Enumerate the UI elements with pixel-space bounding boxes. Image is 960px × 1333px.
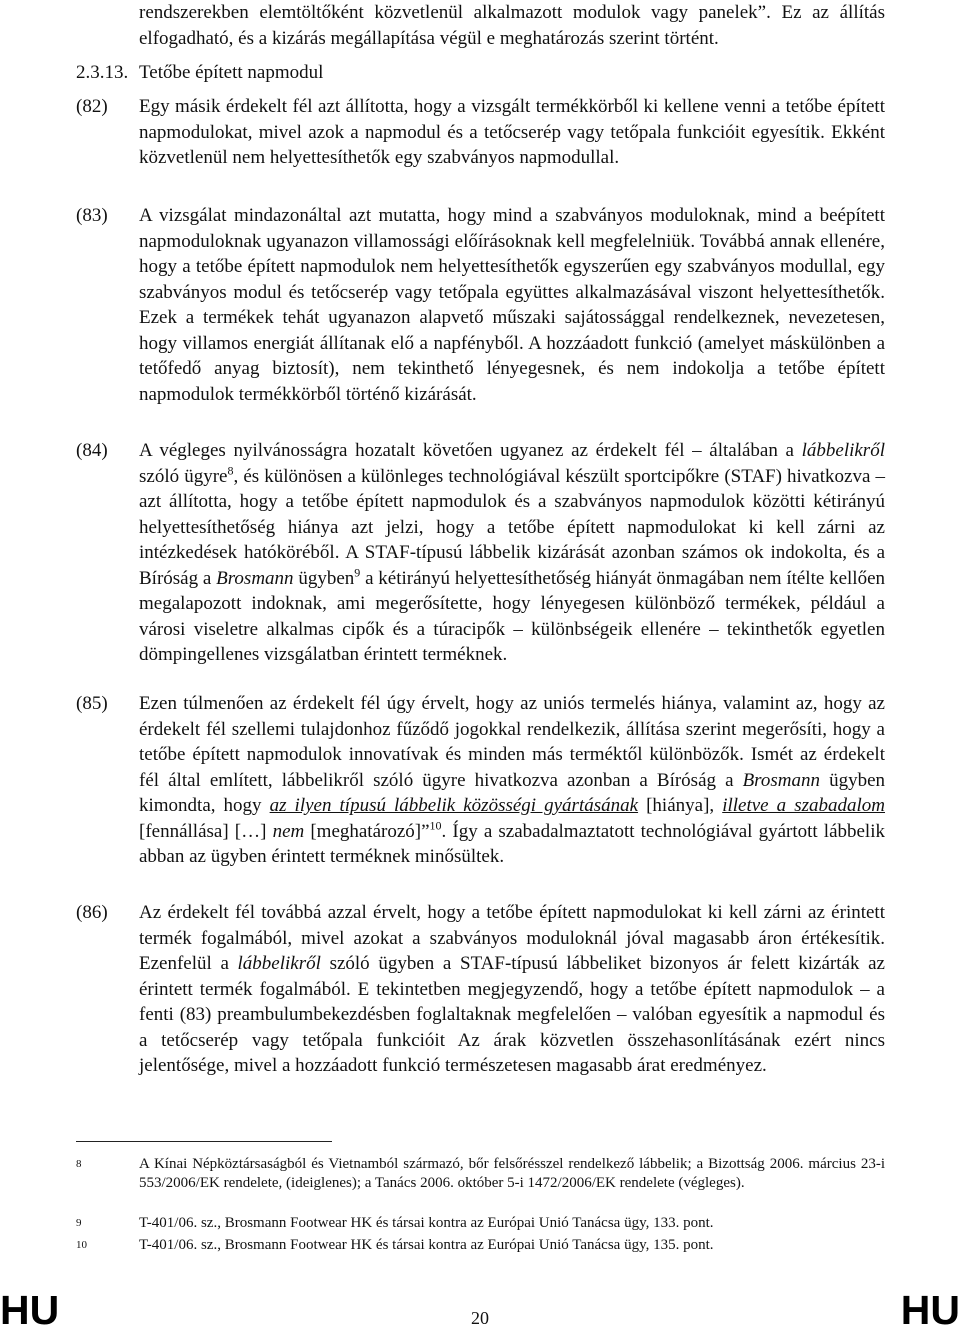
language-code-right: HU [900, 1287, 960, 1333]
paragraph-82 [76, 94, 885, 171]
text-run: szóló ügyre [139, 465, 228, 487]
footnote-ref-8[interactable]: 8 [227, 463, 234, 478]
paragraph-83 [76, 203, 885, 407]
italic-term: lábbelikről [801, 440, 885, 461]
text-run: A végleges nyilvánosságra hozatalt követően ugyanez az érdekelt fél ‒ általában a [139, 440, 802, 461]
text-run: . Így a szabadalmaztatott technológiával gyártott lábbelik abban az ügyben érintett terméknek minősültek. [139, 820, 885, 867]
italic-term: nem [272, 820, 305, 842]
text-run: [hiánya], [638, 795, 723, 816]
text-run: szóló ügyben a STAF-típusú lábbeliket bizonyos ár felett kizárták az érintett termék fogalmából. E tekintetben megjegyzendő, hogy a tetőbe épített napmodulok ‒ a fenti (83) preambulumbekezdésben foglaltaknak megfelelően ‒ valóban egyesítik a napmodul és a tetőcserép vagy tetőpala funkcióit Az árak közvetlen összehasonlításának ezért nincs jelentősége, mivel a hozzáadott funkció természetesen magasabb árat eredményez. [139, 953, 885, 1076]
text-run: a kétirányú helyettesíthetőség hiányát önmagában nem ítélte kellően megalapozott indoknak, ami megerősítette, hogy lényegesen különböző termékek, például a városi viseletre alkalmas cipők és a túracipők ‒ különbségeik ellenére ‒ tekinthetők egyetlen dömpingellenes vizsgálatban érintett terméknek. [139, 567, 886, 665]
footnote-text: A Kínai Népköztársaságból és Vietnamból származó, bőr felsőrésszel rendelkező lábbelik; a Bizottság 2006. március 23-i 553/2006/EK rendelete, (ideiglenes); a Tanács 2006. október 5-i 1472/2006/EK rendelete (végleges). [139, 1156, 885, 1191]
intro-line-2: állítás elfogadható, és a kizárás megállapítása végül e meghatározás szerint történt. [139, 2, 886, 49]
paragraph-number: (84) [76, 440, 108, 461]
footnote-ref-9[interactable]: 9 [354, 565, 361, 580]
paragraph-number: (82) [76, 96, 108, 117]
paragraph-85 [76, 691, 885, 870]
footnote-9 [76, 1214, 885, 1233]
italic-term: Brosmann [216, 567, 294, 589]
page-number: 20 [471, 1308, 489, 1328]
text-run: ügyben kimondta, hogy [139, 769, 885, 816]
footnote-number: 8 [76, 1158, 82, 1170]
footnote-number: 9 [76, 1217, 82, 1229]
paragraph-text: A vizsgálat mindazonáltal azt mutatta, hogy mind a szabványos moduloknak, mind a beépített napmoduloknak ugyanazon villamossági előírásoknak kell megfelelniük. Továbbá annak ellenére, hogy a tetőbe épített napmodulok nem helyettesíthetők egyszerűen egy szabványos modullal, egy szabványos modul és tetőcserép vagy tetőpala együttes alkalmazásával viszont helyettesíthetők. Ezek a termékek tehát ugyanazon alapvető műszaki sajátossággal rendelkeznek, nevezetesen, hogy villamos energiát állítanak elő a napfényből. A hozzáadott funkció (amelyet máskülönben a tetőfedő anyag biztosít), nem tekinthető lényegesnek, és nem indokolja a tetőbe épített napmodulok termékkörből történő kizárását. [139, 205, 885, 405]
footnote-text: T-401/06. sz., Brosmann Footwear HK és társai kontra az Európai Unió Tanácsa ügy, 133. pont. [139, 1215, 714, 1231]
paragraph-number: (83) [76, 205, 108, 226]
text-run: [meghatározó]” [304, 820, 430, 842]
intro-paragraph [139, 0, 885, 51]
footnote-10 [76, 1236, 885, 1255]
paragraph-text [139, 691, 885, 870]
text-run: Ezen túlmenően az érdekelt fél úgy érvelt, hogy az uniós termelés hiánya, valamint az, hogy az érdekelt fél szellemi tulajdonhoz fűződő jogokkal rendelkezik, állítása szerint megerősíti, hogy a tetőbe épített napmodulok innovatívak és minden más terméktől különbözők. Ismét az érdekelt fél által említett, lábbelikről szóló ügyre hivatkozva azonban a Bíróság a [139, 693, 885, 791]
intro-line-1: rendszerekben elemtöltőként közvetlenül alkalmazott modulok vagy panelek”. Ez az [139, 2, 829, 23]
text-run: ügyben [293, 567, 355, 589]
paragraph-86 [76, 900, 885, 1079]
paragraph-84 [76, 438, 885, 668]
italic-term: Brosmann [742, 769, 820, 791]
paragraph-number: (86) [76, 902, 108, 923]
paragraph-text: Egy másik érdekelt fél azt állította, hogy a vizsgált termékkörből ki kellene venni a tetőbe épített napmodulokat, mivel azok a napmodul és a tetőcserép vagy tetőpala funkcióit egyesítik. Ekként közvetlenül nem helyettesíthetők egy szabványos napmodullal. [139, 96, 885, 168]
italic-underlined-quote: az ilyen típusú lábbelik közösségi gyártásának [269, 795, 639, 816]
section-title: Tetőbe épített napmodul [139, 62, 324, 83]
footnote-text: T-401/06. sz., Brosmann Footwear HK és társai kontra az Európai Unió Tanácsa ügy, 135. pont. [139, 1237, 714, 1253]
paragraph-text [139, 438, 885, 668]
section-heading [76, 60, 323, 85]
footnote-8 [76, 1155, 885, 1193]
text-run: , és különösen a különleges technológiával készült sportcipőkre (STAF) hivatkozva ‒ azt állította, hogy a tetőbe épített napmodulok és a szabványos napmodulok közötti kétirányú helyettesíthetőség hiánya azt jelzi, hogy a tetőbe épített napmodulokat ki kell zárni az intézkedések hatóköréből. A STAF-típusú lábbelik kizárását azonban számos ok indokolta, és a Bíróság a [139, 465, 885, 589]
italic-underlined-quote: illetve a szabadalom [722, 795, 885, 816]
footnote-number: 10 [76, 1239, 87, 1251]
section-number: 2.3.13. [76, 62, 129, 83]
footnote-ref-10[interactable]: 10 [429, 818, 442, 833]
text-run: [fennállása] […] [139, 820, 273, 842]
paragraph-text [139, 900, 885, 1079]
language-code-left: HU [0, 1287, 60, 1333]
text-run: Az érdekelt fél továbbá azzal érvelt, hogy a tetőbe épített napmodulokat ki kell zárni az érintett termék fogalmából, mivel azokat a szabványos moduloknál jóval magasabb áron értékesítik. Ezenfelül a [139, 902, 885, 974]
italic-term: lábbelikről [237, 953, 321, 974]
paragraph-number: (85) [76, 693, 108, 714]
footnote-separator [76, 1141, 332, 1142]
